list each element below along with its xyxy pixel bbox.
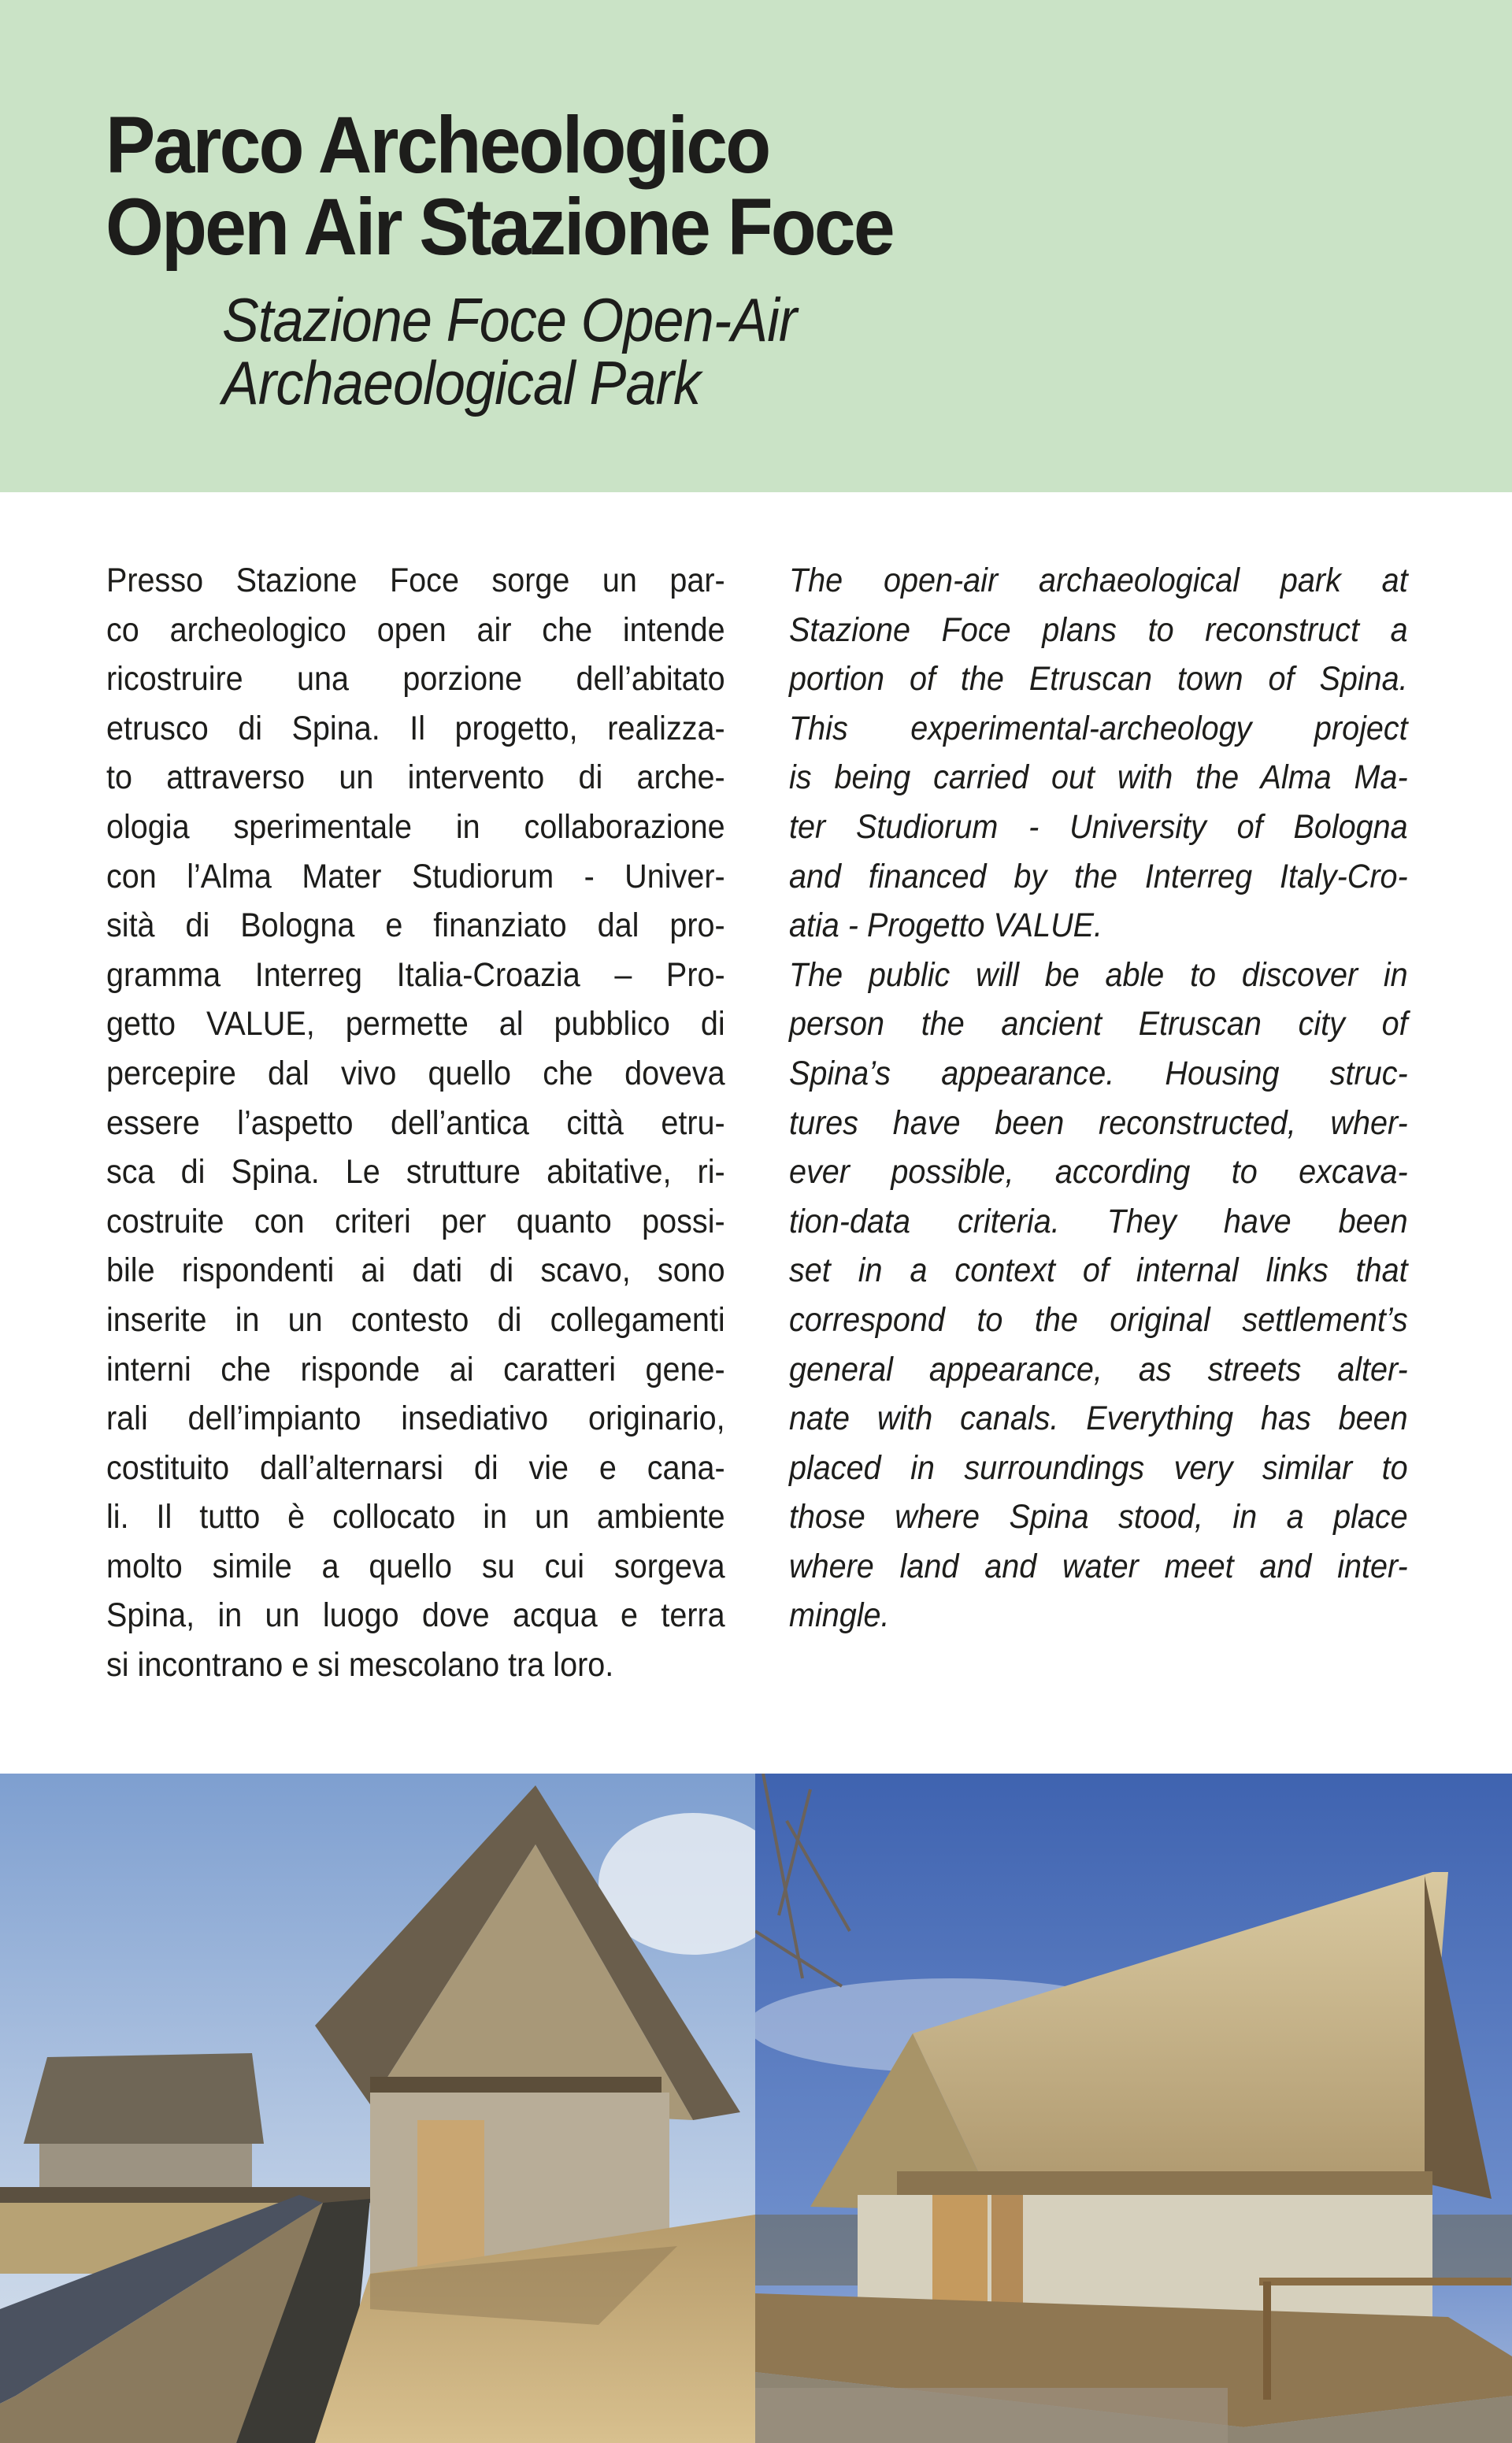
it-text-line: getto VALUE, permette al pubblico di — [106, 1005, 725, 1044]
en-text-line: set in a context of internal links that — [789, 1251, 1408, 1290]
en-text-line: where land and water meet and inter- — [789, 1547, 1408, 1585]
en-text-line: is being carried out with the Alma Ma- — [789, 758, 1408, 797]
photo-thatched-house-image — [755, 1774, 1512, 2443]
it-text-line: etrusco di Spina. Il progetto, realizza- — [106, 709, 725, 747]
italian-text-column — [106, 556, 725, 1690]
it-text-line: ricostruire una porzione dell’abitato — [106, 660, 725, 699]
photo-thatched-house — [755, 1774, 1512, 2443]
title-line-1: Parco Archeologico — [106, 100, 769, 190]
header-banner — [0, 0, 1512, 492]
en-text-line: ever possible, according to excava- — [789, 1153, 1408, 1192]
it-text-line: molto simile a quello su cui sorgeva — [106, 1547, 725, 1585]
en-text-line: portion of the Etruscan town of Spina. — [789, 660, 1408, 699]
en-text-line: This experimental-archeology project — [789, 709, 1408, 747]
en-text-line: and financed by the Interreg Italy-Cro- — [789, 857, 1408, 895]
en-text-line: The open-air archaeological park at — [789, 562, 1408, 599]
page-subtitle-english — [222, 285, 797, 417]
it-text-line: rali dell’impianto insediativo originario, — [106, 1399, 725, 1438]
en-text-line: person the ancient Etruscan city of — [789, 1005, 1408, 1044]
en-text-line: tures have been reconstructed, wher- — [789, 1103, 1408, 1142]
it-text-line: co archeologico open air che intende — [106, 610, 725, 649]
it-text-line: si incontrano e si mescolano tra loro. — [106, 1646, 614, 1685]
it-text-line: bile rispondenti ai dati di scavo, sono — [106, 1251, 725, 1290]
it-text-line: costruite con criteri per quanto possi- — [106, 1202, 725, 1240]
photo-houses-walkway — [0, 1774, 755, 2443]
en-text-line: mingle. — [789, 1596, 890, 1635]
en-text-line: placed in surroundings very similar to — [789, 1448, 1408, 1487]
page-title — [106, 100, 893, 272]
photo-strip — [0, 1774, 1512, 2443]
subtitle-line-2: Archaeological Park — [222, 348, 701, 417]
subtitle-line-1: Stazione Foce Open-Air — [222, 285, 797, 354]
en-text-line: ter Studiorum - University of Bologna — [789, 807, 1408, 846]
it-text-line: gramma Interreg Italia-Croazia – Pro- — [106, 955, 725, 994]
it-text-line: interni che risponde ai caratteri gene- — [106, 1350, 725, 1388]
en-text-line: Stazione Foce plans to reconstruct a — [789, 610, 1408, 649]
en-text-line: Spina’s appearance. Housing struc- — [789, 1054, 1408, 1092]
en-text-line: those where Spina stood, in a place — [789, 1498, 1408, 1537]
en-text-line: The public will be able to discover in — [789, 955, 1408, 994]
it-text-line: Spina, in un luogo dove acqua e terra — [106, 1596, 725, 1635]
it-text-line: ologia sperimentale in collaborazione — [106, 807, 725, 846]
it-text-line: costituito dall’alternarsi di vie e cana- — [106, 1448, 725, 1487]
photo-houses-walkway-image — [0, 1774, 755, 2443]
title-line-2: Open Air Stazione Foce — [106, 182, 893, 272]
en-text-line: atia - Progetto VALUE. — [789, 906, 1103, 945]
it-text-line: sità di Bologna e finanziato dal pro- — [106, 906, 725, 945]
it-text-line: inserite in un contesto di collegamenti — [106, 1300, 725, 1339]
it-text-line: percepire dal vivo quello che doveva — [106, 1054, 725, 1092]
it-text-line: sca di Spina. Le strutture abitative, ri- — [106, 1153, 725, 1192]
it-text-line: Presso Stazione Foce sorge un par- — [106, 562, 725, 599]
en-text-line: correspond to the original settlement’s — [789, 1300, 1408, 1339]
en-text-line: tion-data criteria. They have been — [789, 1202, 1408, 1240]
it-text-line: essere l’aspetto dell’antica città etru- — [106, 1103, 725, 1142]
en-text-line: general appearance, as streets alter- — [789, 1350, 1408, 1388]
it-text-line: li. Il tutto è collocato in un ambiente — [106, 1498, 725, 1537]
it-text-line: con l’Alma Mater Studiorum - Univer- — [106, 857, 725, 895]
en-text-line: nate with canals. Everything has been — [789, 1399, 1408, 1438]
english-text-column — [789, 556, 1408, 1640]
it-text-line: to attraverso un intervento di arche- — [106, 758, 725, 797]
